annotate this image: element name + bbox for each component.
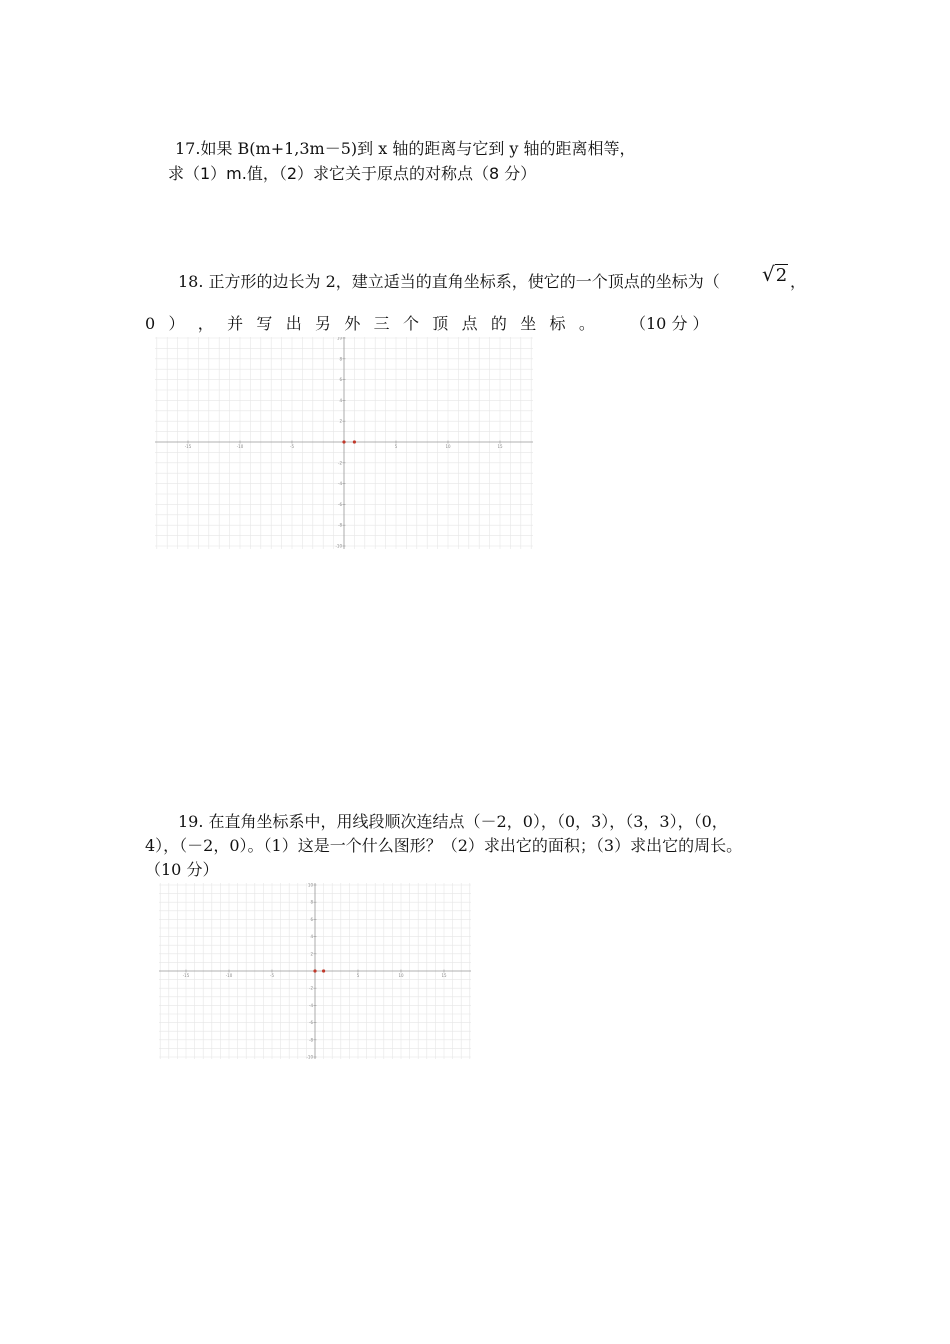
q18-line2 [145,314,595,334]
y-tick-label: 6 [339,377,342,383]
coordinate-grid-2 [159,883,471,1059]
token: 坐 [520,314,537,333]
token: 点 [461,314,478,333]
y-tick-label: 6 [310,916,313,922]
q17-line1: 17.如果 B(m+1,3m－5)到 x 轴的距离与它到 y 轴的距离相等， [175,139,636,158]
y-tick-label: -4 [338,481,342,487]
origin-point [313,969,316,972]
y-tick-label: 8 [339,356,342,362]
q18-line1-end: ， [790,272,807,291]
x-tick-label: 5 [394,444,398,449]
unit-point [353,440,356,443]
origin-point [342,440,345,443]
token: 的 [490,314,507,333]
token: 外 [344,314,361,333]
x-tick-label: 10 [398,973,404,978]
q19-line3: （10 分） [145,860,219,879]
q18-sqrt-two [762,264,788,286]
q18-line1: 18. 正方形的边长为 2，建立适当的直角坐标系，使它的一个顶点的坐标为（ [178,272,720,291]
token: 并 [227,314,244,333]
y-tick-label: 4 [339,397,342,403]
x-tick-label: -15 [182,973,190,978]
q19-line1: 19. 在直角坐标系中，用线段顺次连结点（－2，0），（0，3），（3，3），（0， [178,812,728,831]
y-tick-label: 8 [310,899,313,905]
token: 。 [578,314,595,333]
coordinate-grid-1 [155,337,533,549]
q18-score: （10 分 ） [630,314,709,333]
y-tick-label: -8 [309,1037,313,1043]
sqrt-symbol: √ [762,262,775,286]
x-tick-label: -5 [270,973,274,978]
x-tick-label: 15 [497,444,503,449]
token: 标 [549,314,566,333]
token: 另 [315,314,332,333]
y-tick-label: -6 [338,501,342,507]
y-tick-label: -4 [309,1002,313,1008]
x-tick-label: -10 [225,973,233,978]
token: 出 [285,314,302,333]
y-tick-label: -6 [309,1020,313,1026]
q19-line2: 4），（－2，0）。（1）这是一个什么图形？（2）求出它的面积；（3）求出它的周长。 [145,836,743,855]
y-tick-label: 2 [310,951,313,957]
token: 0 [145,314,156,333]
token: 三 [373,314,390,333]
x-tick-label: -15 [184,444,192,449]
y-tick-label: 2 [339,418,342,424]
x-tick-label: 5 [356,973,360,978]
y-tick-label: -10 [306,1054,313,1059]
x-tick-label: 15 [441,973,447,978]
y-tick-label: -2 [309,985,313,991]
x-tick-label: -10 [236,444,244,449]
y-tick-label: -10 [335,543,342,549]
y-tick-label: 4 [310,934,313,940]
x-tick-label: 10 [445,444,451,449]
token: ） [168,314,185,333]
y-tick-label: 10 [307,883,313,888]
token: ， [197,314,214,333]
sqrt-radicand: 2 [775,265,788,286]
q17-line2: 求（1）m.值，（2）求它关于原点的对称点（8 分） [168,164,537,183]
token: 写 [256,314,273,333]
unit-point [322,969,325,972]
x-tick-label: -5 [290,444,294,449]
y-tick-label: 10 [336,337,342,341]
y-tick-label: -8 [338,522,342,528]
y-tick-label: -2 [338,460,342,466]
token: 个 [402,314,419,333]
token: 顶 [432,314,449,333]
